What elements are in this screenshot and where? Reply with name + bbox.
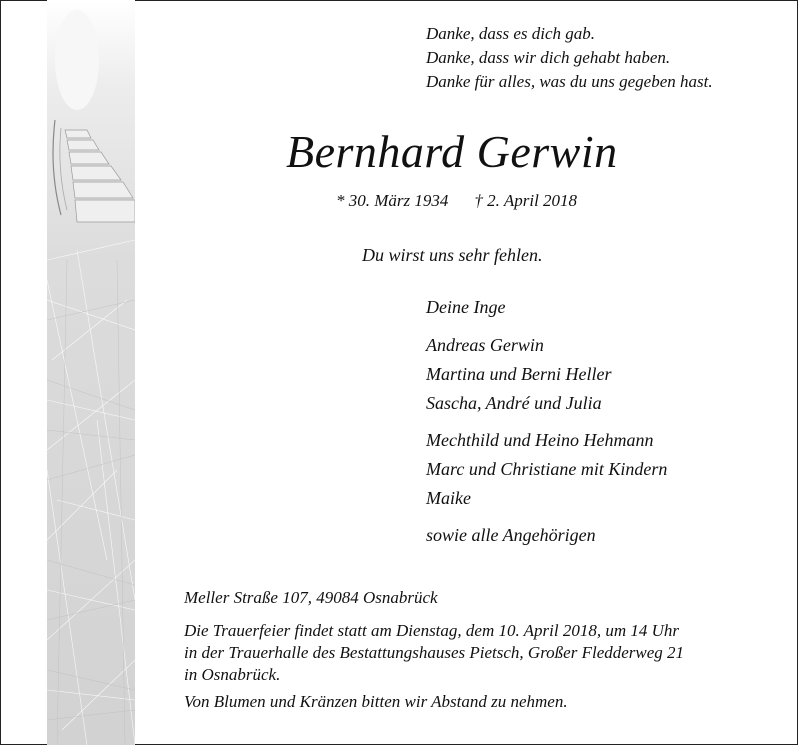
life-dates: [336, 190, 577, 212]
service-line: in Osnabrück.: [184, 665, 281, 684]
poem-line: Danke, dass es dich gab.: [426, 24, 596, 43]
flowers-note: Von Blumen und Kränzen bitten wir Abstand zu nehmen.: [184, 692, 568, 711]
mourner-name: Martina und Berni Heller: [426, 364, 612, 384]
mourner-name: Deine Inge: [426, 297, 506, 317]
mourner-name: Maike: [426, 488, 471, 508]
mourner-group-2: [426, 331, 611, 418]
mourner-group-1: [426, 293, 505, 322]
farewell-quote: Du wirst uns sehr fehlen.: [362, 245, 543, 265]
staircase-decoration-image: [47, 0, 135, 745]
address: Meller Straße 107, 49084 Osnabrück: [184, 588, 438, 607]
service-line: in der Trauerhalle des Bestattungshauses Pietsch, Großer Fledderweg 21: [184, 643, 685, 662]
mourner-name: Sascha, André und Julia: [426, 393, 602, 413]
service-info: [184, 620, 684, 686]
staircase-illustration: [47, 0, 135, 745]
mourner-name: Mechthild und Heino Hehmann: [426, 430, 654, 450]
poem-line: Danke, dass wir dich gehabt haben.: [426, 48, 671, 67]
poem-line: Danke für alles, was du uns gegeben hast.: [426, 72, 713, 91]
mourner-name: Marc und Christiane mit Kindern: [426, 459, 668, 479]
mourner-name: sowie alle Angehörigen: [426, 525, 596, 545]
mourner-name: Andreas Gerwin: [426, 335, 544, 355]
deceased-name: Bernhard Gerwin: [286, 126, 618, 177]
birth-date: * 30. März 1934: [336, 191, 449, 210]
poem-block: [426, 22, 713, 94]
service-line: Die Trauerfeier findet statt am Dienstag, dem 10. April 2018, um 14 Uhr: [184, 621, 680, 640]
death-date: † 2. April 2018: [474, 191, 578, 210]
mourner-group-4: [426, 521, 596, 550]
mourner-group-3: [426, 426, 667, 513]
